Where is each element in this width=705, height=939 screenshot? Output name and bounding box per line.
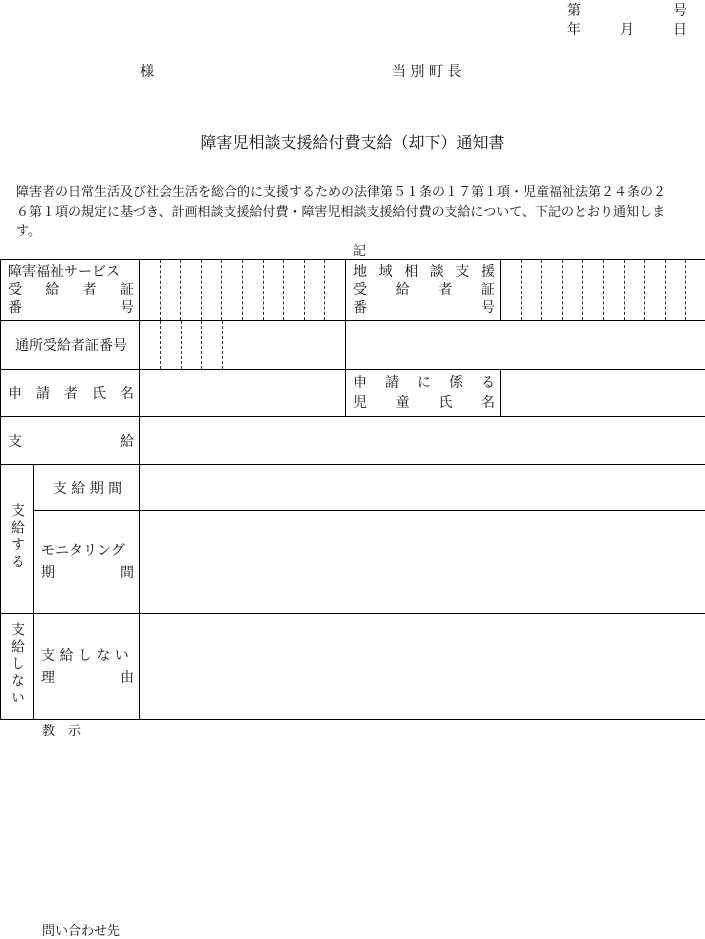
row-tsusho: [1, 321, 705, 370]
deny-side-label: 支給しない: [7, 622, 27, 707]
number-label: 第: [567, 0, 581, 20]
applicant-name-field[interactable]: [140, 370, 346, 417]
ki-label: 記: [353, 240, 366, 259]
reason-label-line-2: 理 由: [41, 667, 134, 689]
regional-cert-line-2: 受 給 者 証: [353, 281, 495, 299]
monitoring-field[interactable]: [140, 511, 705, 614]
child-label-cell: [346, 370, 501, 417]
tsusho-label: 通所受給者証番号: [1, 335, 139, 355]
row-deny: [1, 614, 705, 720]
support-label-cell: [1, 417, 140, 465]
reason-label-cell: [34, 614, 140, 720]
body-line-2: ６第１項の規定に基づき、計画相談支援給付費・障害児相談支援給付費の支給について、下記のとおり通知しま: [16, 201, 665, 220]
service-cert-number-boxes[interactable]: [140, 260, 346, 321]
row-period: [1, 465, 705, 511]
contact-label: 問い合わせ先: [42, 920, 120, 939]
reason-field[interactable]: [140, 614, 705, 720]
row-monitoring: [1, 511, 705, 614]
regional-cert-line-1: 地 域 相 談 支 援: [353, 263, 495, 281]
deny-side-cell: [1, 614, 34, 720]
service-cert-label-cell: [1, 260, 140, 321]
row-certificate-numbers: [1, 260, 705, 321]
reason-label-line-1: 支 給 し な い: [41, 645, 134, 667]
grant-side-cell: [1, 465, 34, 614]
recipient-suffix: 様: [140, 61, 154, 81]
period-label-cell: [34, 465, 140, 511]
date-year: 年: [567, 19, 581, 39]
row-support: [1, 417, 705, 465]
number-suffix: 号: [673, 0, 687, 20]
applicant-label: 申 請 者 氏 名: [1, 383, 139, 403]
date-month: 月: [620, 19, 634, 39]
monitoring-label-line-1: モニタリング: [41, 540, 134, 562]
monitoring-label-cell: [34, 511, 140, 614]
regional-cert-label-cell: [346, 260, 501, 321]
grant-side-label: 支給する: [7, 503, 27, 571]
child-label-line-1: 申 請 に 係 る: [353, 373, 495, 393]
tsusho-blank[interactable]: [346, 321, 705, 370]
notice-form-table: [0, 259, 705, 720]
child-label-line-2: 児 童 氏 名: [353, 393, 495, 413]
tsusho-number-boxes[interactable]: [140, 321, 346, 370]
kyoji-label: 教 示: [42, 720, 81, 739]
monitoring-label-line-2: 期 間: [41, 562, 134, 584]
child-name-field[interactable]: [501, 370, 705, 417]
support-field[interactable]: [140, 417, 705, 465]
regional-cert-line-3: 番 号: [353, 299, 495, 317]
document-title: 障害児相談支援給付費支給（却下）通知書: [0, 130, 705, 153]
regional-cert-number-boxes[interactable]: [501, 260, 705, 321]
period-field[interactable]: [140, 465, 705, 511]
applicant-label-cell: [1, 370, 140, 417]
service-cert-line-1: 障害福祉サービス: [8, 263, 134, 281]
service-cert-line-2: 受 給 者 証: [8, 281, 134, 299]
service-cert-line-3: 番 号: [8, 299, 134, 317]
document-number: [567, 0, 687, 20]
issue-date: [567, 19, 687, 39]
body-line-1: 障害者の日常生活及び社会生活を総合的に支援するための法律第５１条の１７第１項・児童福祉法第２４条の２: [16, 181, 666, 200]
body-line-3: す。: [16, 220, 41, 239]
issuer: 当 別 町 長: [392, 61, 461, 81]
period-label: 支 給 期 間: [34, 478, 139, 498]
row-names: [1, 370, 705, 417]
date-day: 日: [673, 19, 687, 39]
support-label: 支 給: [1, 431, 139, 451]
tsusho-label-cell: [1, 321, 140, 370]
